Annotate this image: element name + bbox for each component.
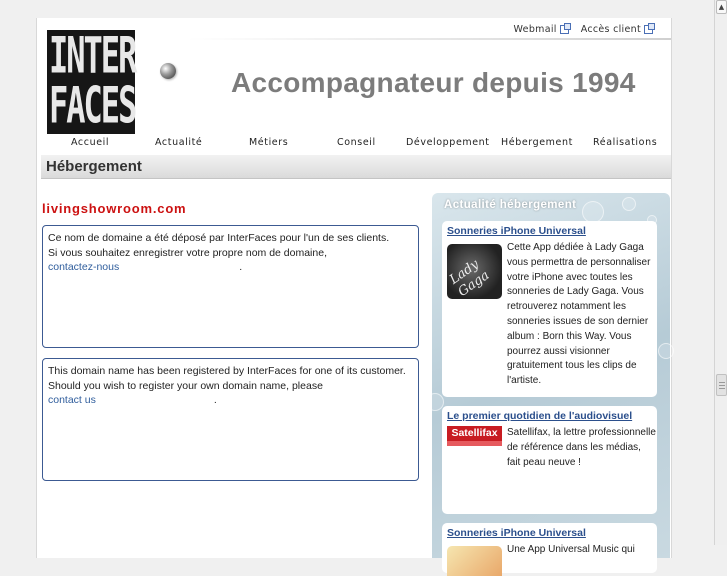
- news-card-text: Cette App dédiée à Lady Gaga vous permettra de personnaliser votre iPhone avec toutes les sonneries de Lady Gaga. Vous retrouverez notamment les sonneries issues de son dernier album : Born this Way. Vous pourrez aussi visionner gratuitement tous les clips de l'artiste.: [507, 242, 651, 387]
- news-card: [442, 523, 657, 573]
- nav-item-metiers[interactable]: Métiers: [249, 137, 289, 148]
- french-line-2: Si vous souhaitez enregistrer votre propre nom de domaine,: [48, 246, 327, 259]
- satellifax-logo-strip: [447, 441, 502, 446]
- bubble-decoration: [426, 393, 444, 411]
- lady-gaga-thumbnail[interactable]: [447, 244, 502, 299]
- english-period: .: [213, 394, 217, 406]
- english-line-1: This domain name has been registered by InterFaces for one of its customer.: [48, 365, 406, 377]
- page-container: [36, 18, 672, 558]
- tagline: Accompagnateur depuis 1994: [231, 67, 636, 98]
- webmail-link[interactable]: [514, 24, 569, 35]
- main-nav: [37, 137, 673, 153]
- scroll-thumb[interactable]: [716, 374, 727, 396]
- external-link-icon: [560, 25, 569, 34]
- universal-music-thumbnail[interactable]: [447, 546, 502, 576]
- english-line-2: Should you wish to register your own domain name, please: [48, 379, 323, 392]
- header-rule: [187, 38, 671, 40]
- domain-name-title: livingshowroom.com: [42, 201, 187, 216]
- sidebar-title: Actualité hébergement: [444, 199, 577, 211]
- french-line-1: Ce nom de domaine a été déposé par InterFaces pour l'un de ses clients.: [48, 232, 390, 244]
- grip-line: [719, 382, 725, 383]
- nav-item-accueil[interactable]: Accueil: [71, 137, 110, 148]
- french-period: .: [239, 261, 243, 273]
- client-access-label[interactable]: Accès client: [580, 24, 641, 35]
- french-message-box: [42, 225, 419, 348]
- bubble-decoration: [622, 197, 636, 211]
- nav-item-actualite[interactable]: Actualité: [155, 137, 203, 148]
- section-header: [41, 155, 671, 179]
- external-link-icon: [644, 25, 653, 34]
- news-card: [442, 406, 657, 514]
- grip-line: [719, 388, 725, 389]
- scroll-up-button[interactable]: ▲: [716, 0, 727, 14]
- news-sidebar: [432, 193, 670, 558]
- news-card-text: Satellifax, la lettre professionnelle de référence dans les médias, fait peau neuve !: [507, 427, 656, 468]
- webmail-label[interactable]: Webmail: [513, 24, 557, 35]
- top-links: [514, 24, 653, 35]
- contact-link-en[interactable]: contact us: [48, 394, 96, 406]
- interfaces-logo[interactable]: [47, 25, 136, 135]
- english-contact-line: [48, 393, 413, 408]
- satellifax-logo-text: Satellifax: [447, 426, 502, 446]
- french-contact-line: [48, 260, 413, 275]
- news-card: [442, 221, 657, 397]
- nav-item-developpement[interactable]: Développement: [406, 137, 490, 148]
- thumbnail-caption: Lady Gaga: [447, 256, 493, 300]
- client-access-link[interactable]: [581, 24, 653, 35]
- news-card-title[interactable]: Le premier quotidien de l'audiovisuel: [447, 410, 633, 422]
- news-card-title[interactable]: Sonneries iPhone Universal: [447, 527, 586, 539]
- nav-item-hebergement[interactable]: Hébergement: [501, 137, 573, 148]
- logo-line-2: FACES: [49, 75, 136, 135]
- logo-line-1: INTER: [49, 25, 136, 85]
- news-card-text: Une App Universal Music qui: [507, 544, 635, 555]
- satellifax-logo[interactable]: [447, 426, 502, 446]
- english-message-box: [42, 358, 419, 481]
- news-card-title[interactable]: Sonneries iPhone Universal: [447, 225, 586, 237]
- contact-link-fr[interactable]: contactez-nous: [48, 261, 120, 273]
- vertical-scrollbar[interactable]: [714, 0, 727, 545]
- nav-item-realisations[interactable]: Réalisations: [593, 137, 658, 148]
- section-title: Hébergement: [46, 158, 142, 175]
- sphere-icon: [160, 63, 176, 79]
- grip-line: [719, 385, 725, 386]
- nav-item-conseil[interactable]: Conseil: [337, 137, 376, 148]
- bubble-decoration: [658, 343, 674, 359]
- bubble-decoration: [582, 201, 604, 223]
